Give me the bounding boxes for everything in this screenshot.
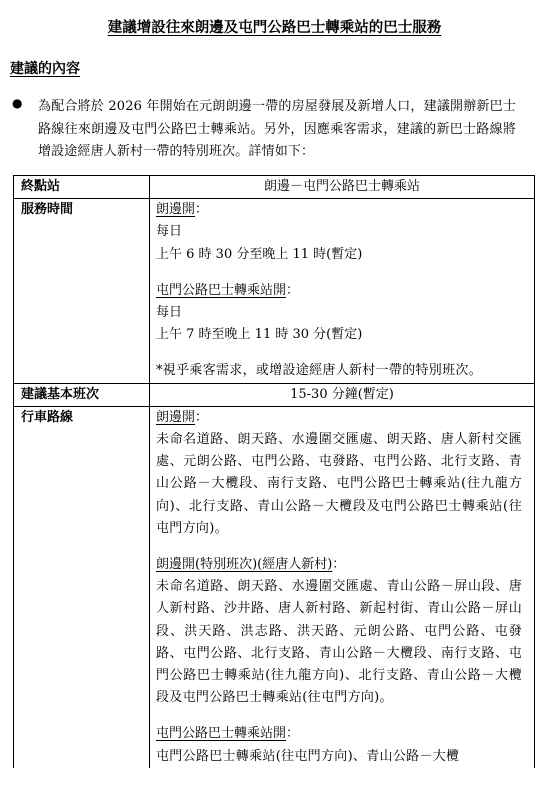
hours-from-interchange-time: 上午 7 時至晚上 11 時 30 分(暫定) (156, 327, 363, 343)
hours-from-long-bin-line (156, 199, 522, 221)
routing-from-interchange-heading: 屯門公路巴士轉乘站開 (156, 726, 287, 742)
routing-from-interchange-line (156, 723, 522, 745)
routing-cell (150, 406, 535, 768)
routing-colon-1: ： (195, 409, 209, 425)
hours-label: 服務時間 (14, 199, 150, 383)
routing-special-route: 未命名道路、朗天路、水邊圍交匯處、青山公路－屏山段、唐人新村路、沙井路、唐人新村路、新起村街、青山公路－屏山段、洪天路、洪志路、洪天路、元朗公路、屯門公路、屯發路、屯門公路、北行支路、青山公路－大欖段、南行支路、屯門公路巴士轉乘站(往九龍方向)、北行支路、青山公路－大欖段及屯門公路巴士轉乘站(往屯門方向)。 (156, 579, 522, 706)
route-details-table (13, 175, 535, 768)
table-row-frequency (14, 383, 535, 406)
bullet-marker: ● (12, 96, 23, 110)
hours-from-long-bin-days: 每日 (156, 224, 183, 240)
table-row-routing (14, 406, 535, 768)
table-row-hours (14, 199, 535, 383)
frequency-value: 15-30 分鐘(暫定) (150, 383, 535, 406)
frequency-label: 建議基本班次 (14, 383, 150, 406)
routing-colon-2: ： (332, 557, 346, 573)
hours-from-interchange-line (156, 280, 522, 302)
routing-colon-3: ： (286, 726, 300, 742)
hours-from-interchange-days: 每日 (156, 305, 183, 321)
terminus-label: 終點站 (14, 176, 150, 199)
intro-paragraph: 為配合將於 2026 年開始在元朗朗邊一帶的房屋發展及新增人口，建議開辦新巴士路線往來朗邊及屯門公路巴士轉乘站。另外，因應乘客需求，建議的新巴士路線將增設途經唐人新村一帶的特別班次。詳情如下： (38, 99, 516, 159)
hours-from-interchange-heading: 屯門公路巴士轉乘站開 (156, 282, 287, 298)
hours-from-long-bin-heading: 朗邊開 (156, 202, 196, 218)
document-title: 建議增設往來朗邊及屯門公路巴士轉乘站的巴士服務 (107, 19, 442, 36)
routing-special-heading: 朗邊開(特別班次)(經唐人新村) (156, 557, 333, 573)
hours-from-long-bin-time: 上午 6 時 30 分至晚上 11 時(暫定) (156, 246, 363, 262)
section-heading: 建議的內容 (10, 61, 80, 77)
routing-from-long-bin-line (156, 407, 522, 429)
hours-cell (150, 199, 535, 383)
routing-label: 行車路線 (14, 406, 150, 768)
hours-note: *視乎乘客需求，或增設途經唐人新村一帶的特別班次。 (156, 363, 483, 379)
routing-from-interchange-route: 屯門公路巴士轉乘站(往屯門方向)、青山公路－大欖 (156, 748, 460, 764)
hours-colon-2: ： (286, 282, 300, 298)
table-row-terminus (14, 176, 535, 199)
routing-from-long-bin-heading: 朗邊開 (156, 409, 196, 425)
routing-special-line (156, 554, 522, 576)
hours-colon-1: ： (195, 202, 209, 218)
routing-from-long-bin-route: 未命名道路、朗天路、水邊圍交匯處、朗天路、唐人新村交匯處、元朗公路、屯門公路、屯發路、屯門公路、北行支路、青山公路－大欖段、南行支路、屯門公路巴士轉乘站(往九龍方向)、北行支路、青山公路－大欖段及屯門公路巴士轉乘站(往屯門方向)。 (156, 432, 522, 536)
terminus-value: 朗邊－屯門公路巴士轉乘站 (150, 176, 535, 199)
